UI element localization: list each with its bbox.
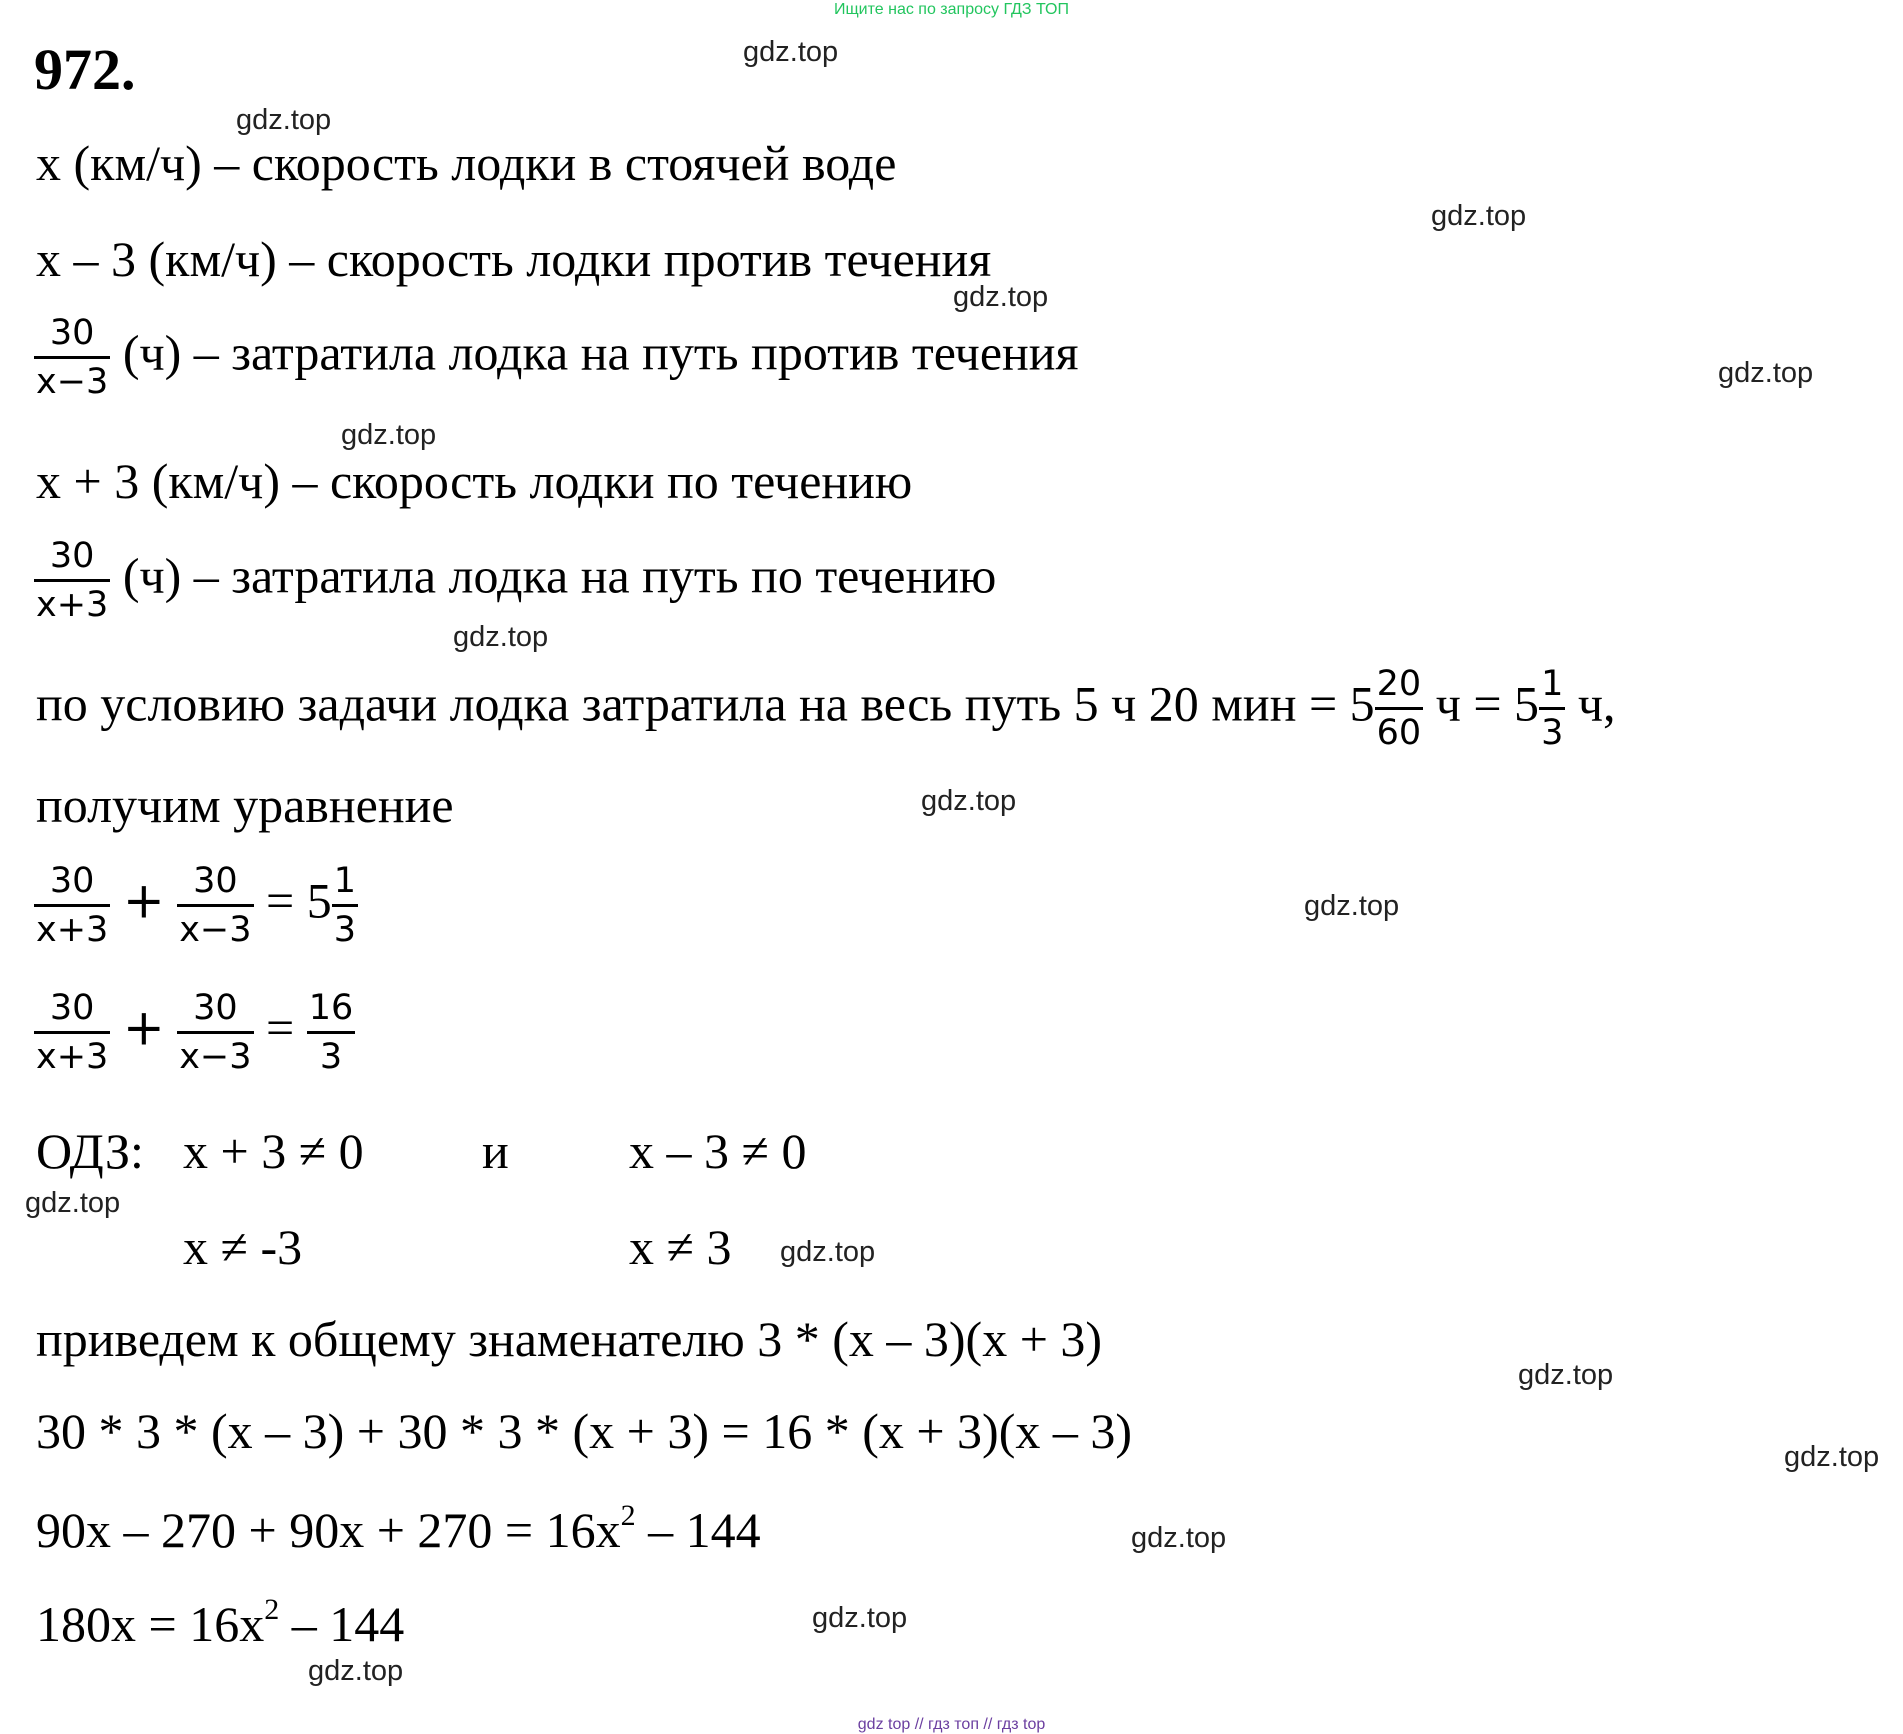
- fraction: $\frac{30}{x-3}$: [179, 988, 252, 1078]
- line-downstream-time: $\frac{30}{x+3}$ (ч) – затратила лодка на путь по течению: [36, 536, 997, 626]
- fraction: $\frac{1}{3}$: [1541, 664, 1564, 754]
- fraction: $\frac{30}{x+3}$: [36, 988, 109, 1078]
- watermark: gdz.top: [1431, 200, 1527, 232]
- watermark: gdz.top: [308, 1655, 404, 1687]
- watermark: gdz.top: [25, 1187, 121, 1219]
- line-upstream-time: $\frac{30}{x-3}$ (ч) – затратила лодка на путь против течения: [36, 313, 1079, 403]
- line-expanded: 30 * 3 * (x – 3) + 30 * 3 * (x + 3) = 16 * (x + 3)(x – 3): [36, 1403, 1132, 1459]
- line-simplified: $90x - 270 + 90x + 270 = 16x^2 - 144$: [36, 1499, 761, 1558]
- line-downstream-speed: x + 3 (км/ч) – скорость лодки по течению: [36, 453, 913, 509]
- watermark: gdz.top: [780, 1236, 876, 1268]
- fraction: $\frac{20}{60}$: [1376, 664, 1422, 754]
- watermark: gdz.top: [341, 419, 437, 451]
- fraction: $\frac{30}{x-3}$: [36, 313, 109, 403]
- equation-1: $\frac{30}{x+3}$ + $\frac{30}{x-3}$ = 5 $\frac{1}{3}$: [36, 861, 357, 951]
- footer-links: gdz top // гдз топ // гдз top: [857, 1716, 1046, 1733]
- odz-and: и: [482, 1123, 509, 1179]
- watermark: gdz.top: [743, 36, 839, 68]
- fraction: $\frac{30}{x-3}$: [179, 861, 252, 951]
- watermark: gdz.top: [1784, 1441, 1880, 1473]
- watermark: gdz.top: [953, 281, 1049, 313]
- top-banner: Ищите нас по запросу ГДЗ ТОП: [834, 1, 1069, 18]
- watermark: gdz.top: [1518, 1359, 1614, 1391]
- fraction: $\frac{30}{x+3}$: [36, 536, 109, 626]
- watermark: gdz.top: [1304, 890, 1400, 922]
- odz-condition-1: x + 3 ≠ 0: [183, 1123, 364, 1179]
- line-upstream-speed: x – 3 (км/ч) – скорость лодки против течения: [36, 231, 992, 287]
- line-boat-speed: x (км/ч) – скорость лодки в стоячей воде: [36, 135, 897, 191]
- line-equation-intro: получим уравнение: [36, 777, 454, 833]
- line-condition: по условию задачи лодка затратила на весь путь 5 ч 20 мин = 5 $\frac{20}{60}$ ч = 5 $\frac{1}{3}$ ч,: [36, 664, 1616, 754]
- watermark: gdz.top: [1718, 357, 1814, 389]
- watermark: gdz.top: [1131, 1522, 1227, 1554]
- equation-2: $\frac{30}{x+3}$ + $\frac{30}{x-3}$ = $\frac{16}{3}$: [36, 988, 354, 1078]
- fraction: $\frac{16}{3}$: [308, 988, 354, 1078]
- odz-condition-2: x – 3 ≠ 0: [629, 1123, 807, 1179]
- watermark: gdz.top: [453, 621, 549, 653]
- problem-number: 972.: [34, 37, 136, 102]
- fraction: $\frac{1}{3}$: [333, 861, 357, 951]
- watermark: gdz.top: [236, 104, 332, 136]
- watermark: gdz.top: [812, 1602, 908, 1634]
- line-result: $180x = 16x^2 - 144$: [36, 1593, 405, 1652]
- odz-result-1: x ≠ -3: [183, 1219, 303, 1275]
- odz-result-2: x ≠ 3: [629, 1219, 732, 1275]
- odz-label: ОДЗ:: [36, 1123, 144, 1179]
- fraction: $\frac{30}{x+3}$: [36, 861, 109, 951]
- line-common-denominator: приведем к общему знаменателю 3 * (x – 3)(x + 3): [36, 1311, 1103, 1367]
- watermark: gdz.top: [921, 785, 1017, 817]
